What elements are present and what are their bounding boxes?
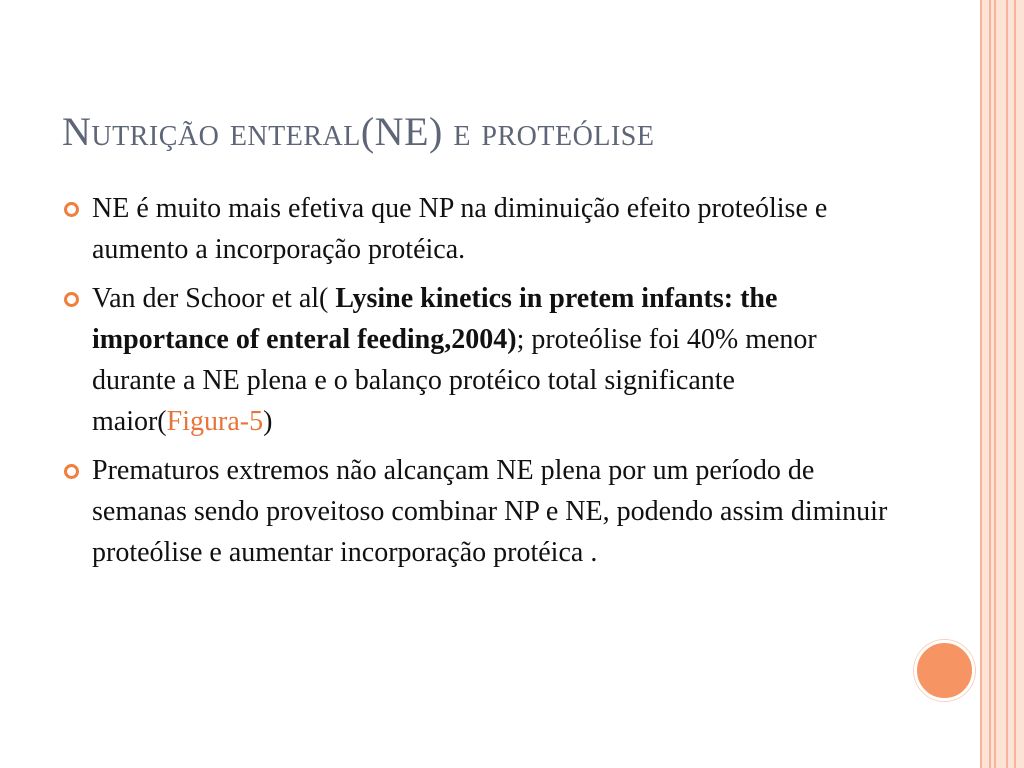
border-stripe xyxy=(1016,0,1024,768)
bullet-text-middle: ; proteólise foi 40% menor durante a NE plena e o balanço protéico total significante maior( xyxy=(92,324,817,437)
bullet-item xyxy=(60,450,890,573)
ring-bullet-icon xyxy=(64,464,79,479)
bullet-text: NE é muito mais efetiva que NP na diminuição efeito proteólise e aumento a incorporação protéica. xyxy=(92,193,828,265)
figure-link[interactable]: Figura-5 xyxy=(166,406,264,437)
orange-circle-icon xyxy=(914,640,975,701)
bullet-text-prefix: Van der Schoor et al( xyxy=(92,283,336,314)
ring-bullet-icon xyxy=(64,292,79,307)
bullet-citation: Lysine kinetics in pretem infants: the importance of enteral feeding,2004) xyxy=(92,283,778,355)
bullet-item xyxy=(60,188,890,270)
border-stripe xyxy=(982,0,989,768)
bullet-list xyxy=(60,188,890,581)
bullet-text-suffix: ) xyxy=(263,406,273,437)
border-stripe xyxy=(996,0,1006,768)
slide-title: Nutrição enteral(NE) e proteólise xyxy=(62,109,655,154)
bullet-text: Prematuros extremos não alcançam NE plena por um período de semanas sendo proveitoso combinar NP e NE, podendo assim diminuir proteólise e aumentar incorporação protéica . xyxy=(92,455,888,568)
bullet-item xyxy=(60,278,890,442)
ring-bullet-icon xyxy=(64,202,79,217)
